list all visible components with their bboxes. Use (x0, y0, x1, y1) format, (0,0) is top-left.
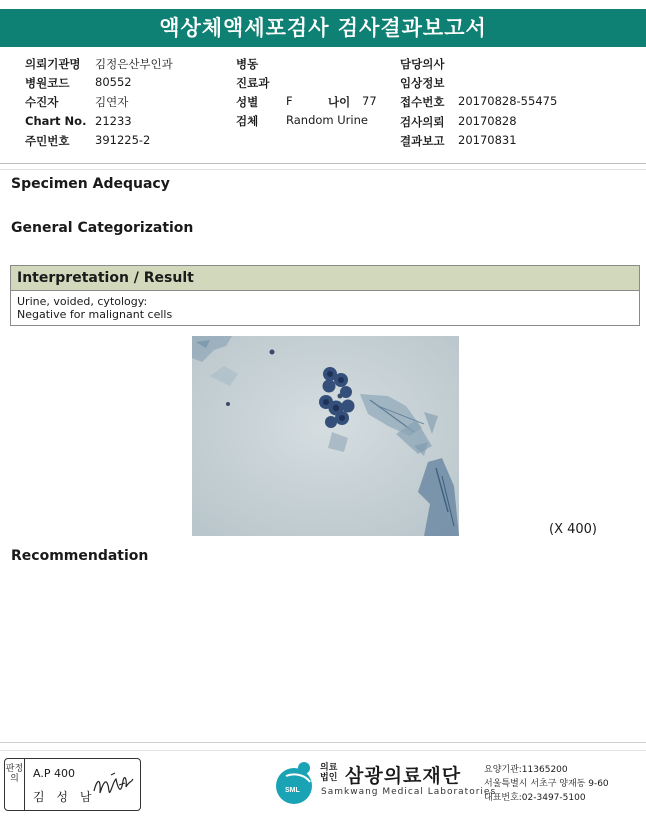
patient-info (0, 52, 646, 152)
code-value: 80552 (95, 75, 132, 89)
sex-label: 성별 (236, 95, 259, 109)
reported-label: 결과보고 (400, 134, 445, 148)
magnification-label: (X 400) (549, 522, 597, 537)
reported-value: 20170831 (458, 133, 517, 147)
age-label: 나이 (328, 95, 351, 109)
receipt-label: 접수번호 (400, 95, 445, 109)
result-line-2: Negative for malignant cells (17, 308, 173, 321)
specimen-label: 검체 (236, 114, 259, 128)
pathologist-signature-box (4, 758, 141, 811)
result-line-1: Urine, voided, cytology: (17, 295, 148, 308)
pathologist-license: A.P 400 (33, 767, 75, 780)
id-label: 주민번호 (25, 134, 70, 148)
recommendation-heading: Recommendation (11, 548, 149, 564)
hospital-label: 의뢰기관명 (25, 57, 81, 71)
organization-address: 서울특별시 서초구 양재동 9-60 (484, 779, 609, 789)
microscopy-image (192, 336, 459, 536)
footer-divider-2 (0, 750, 646, 751)
org-prefix-2: 법인 (320, 773, 338, 783)
interpretation-heading: Interpretation / Result (11, 266, 639, 291)
pathologist-name: 김 성 남 (33, 790, 96, 804)
chart-value: 21233 (95, 114, 132, 128)
specimen-adequacy-heading: Specimen Adequacy (11, 176, 170, 192)
id-value: 391225-2 (95, 133, 151, 147)
code-label: 병원코드 (25, 76, 70, 90)
signature-side-label: 판정의 (5, 759, 25, 810)
organization-phone: 대표번호:02-3497-5100 (484, 793, 586, 803)
specimen-value: Random Urine (286, 113, 368, 127)
general-categorization-heading: General Categorization (11, 220, 194, 236)
interpretation-box (10, 265, 640, 326)
chart-label: Chart No. (25, 114, 87, 128)
doctor-label: 담당의사 (400, 57, 445, 71)
hospital-value: 김정은산부인과 (95, 57, 173, 71)
org-prefix (320, 763, 337, 783)
sml-logo-text: SML (285, 787, 300, 794)
requested-value: 20170828 (458, 114, 517, 128)
sml-logo (270, 758, 318, 806)
receipt-value: 20170828-55475 (458, 94, 558, 108)
requested-label: 검사의뢰 (400, 115, 445, 129)
age-value: 77 (362, 94, 377, 108)
name-label: 수진자 (25, 95, 59, 109)
ward-label: 병동 (236, 57, 259, 71)
name-value: 김연자 (95, 95, 129, 109)
dept-label: 진료과 (236, 76, 270, 90)
interpretation-body (11, 291, 639, 321)
footer-divider (0, 742, 646, 743)
info-divider (0, 163, 646, 164)
agency-number: 요양기관:11365200 (484, 765, 568, 775)
organization-name: 삼광의료재단 (345, 765, 462, 787)
handwritten-signature (91, 771, 135, 801)
sex-value: F (286, 94, 293, 108)
info-divider-2 (0, 169, 646, 170)
organization-english-name: Samkwang Medical Laboratories (321, 787, 497, 797)
org-prefix-1: 의료 (320, 763, 338, 773)
clinical-label: 임상정보 (400, 76, 445, 90)
report-title: 액상체액세포검사 검사결과보고서 (0, 9, 646, 47)
